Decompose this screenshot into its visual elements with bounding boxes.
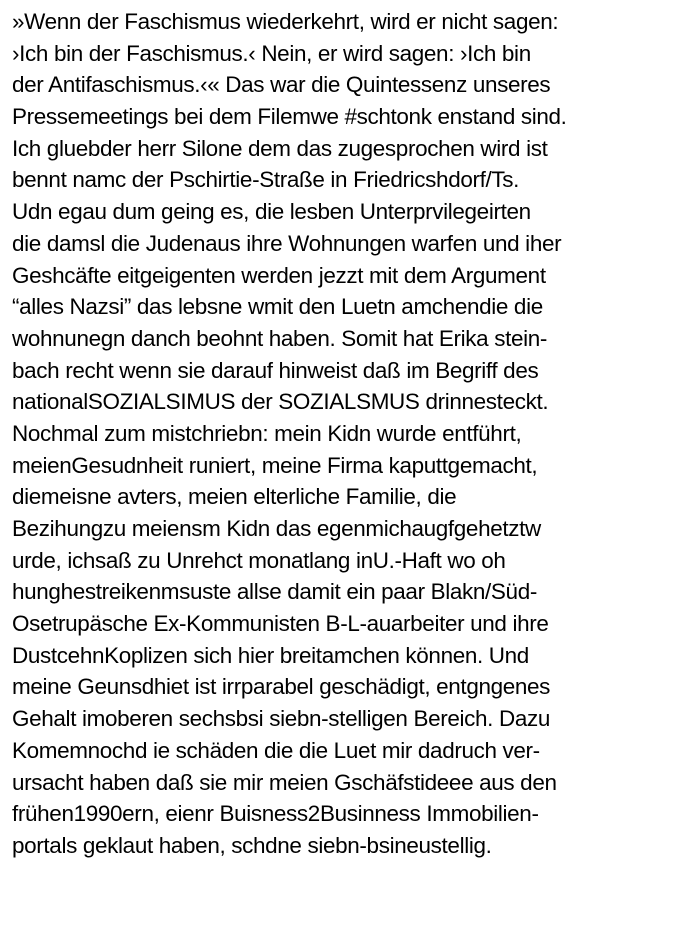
text-line: der Antifaschismus.‹« Das war die Quintessenz unseres — [12, 72, 551, 98]
text-line: portals geklaut haben, schdne siebn-bsineustellig. — [12, 832, 492, 858]
text-line: ›Ich bin der Faschismus.‹ Nein, er wird sagen: ›Ich bin — [12, 40, 531, 66]
text-line: nationalSOZIALSIMUS der SOZIALSMUS drinnesteckt. — [12, 389, 549, 415]
text-line: Osetrupäsche Ex-Kommunisten B-L-auarbeiter und ihre — [12, 611, 549, 637]
text-line: hunghestreikenmsuste allse damit ein paar Blakn/Süd- — [12, 579, 537, 605]
text-line: Udn egau dum geing es, die lesben Unterprvilegeirten — [12, 199, 531, 225]
text-line: diemeisne avters, meien elterliche Familie, die — [12, 484, 457, 510]
text-line: Bezihungzu meiensm Kidn das egenmichaugfgehetztw — [12, 516, 541, 541]
body-text — [12, 6, 684, 862]
text-line: Geshcäfte eitgeigenten werden jezzt mit dem Argument — [12, 262, 546, 288]
text-line: bennt namc der Pschirtie-Straße in Friedricshdorf/Ts. — [12, 167, 520, 193]
text-line: wohnunegn danch beohnt haben. Somit hat Erika stein- — [12, 325, 548, 351]
text-line: frühen1990ern, eienr Buisness2Businness Immobilien- — [12, 801, 539, 827]
text-line: meienGesudnheit runiert, meine Firma kaputtgemacht, — [12, 452, 538, 478]
text-line: Pressemeetings bei dem Filemwe #schtonk enstand sind. — [12, 104, 567, 130]
text-line: “alles Nazsi” das lebsne wmit den Luetn amchendie die — [12, 294, 543, 320]
text-line: Komemnochd ie schäden die die Luet mir dadruch ver- — [12, 737, 540, 763]
text-line: DustcehnKoplizen sich hier breitamchen können. Und — [12, 642, 529, 668]
text-line: Ich gluebder herr Silone dem das zugesprochen wird ist — [12, 135, 548, 161]
text-line: Gehalt imoberen sechsbsi siebn-stelligen Bereich. Dazu — [12, 706, 550, 732]
text-line: ursacht haben daß sie mir meien Gschäfstideee aus den — [12, 769, 557, 795]
text-line: »Wenn der Faschismus wiederkehrt, wird er nicht sagen: — [12, 9, 559, 34]
text-line: Nochmal zum mistchriebn: mein Kidn wurde entführt, — [12, 420, 522, 446]
text-line: urde, ichsaß zu Unrehct monatlang inU.-Haft wo oh — [12, 547, 506, 573]
text-line: die damsl die Judenaus ihre Wohnungen warfen und iher — [12, 230, 562, 256]
text-line: meine Geunsdhiet ist irrparabel geschädigt, entgngenes — [12, 674, 551, 700]
text-line: bach recht wenn sie darauf hinweist daß im Begriff des — [12, 357, 539, 383]
